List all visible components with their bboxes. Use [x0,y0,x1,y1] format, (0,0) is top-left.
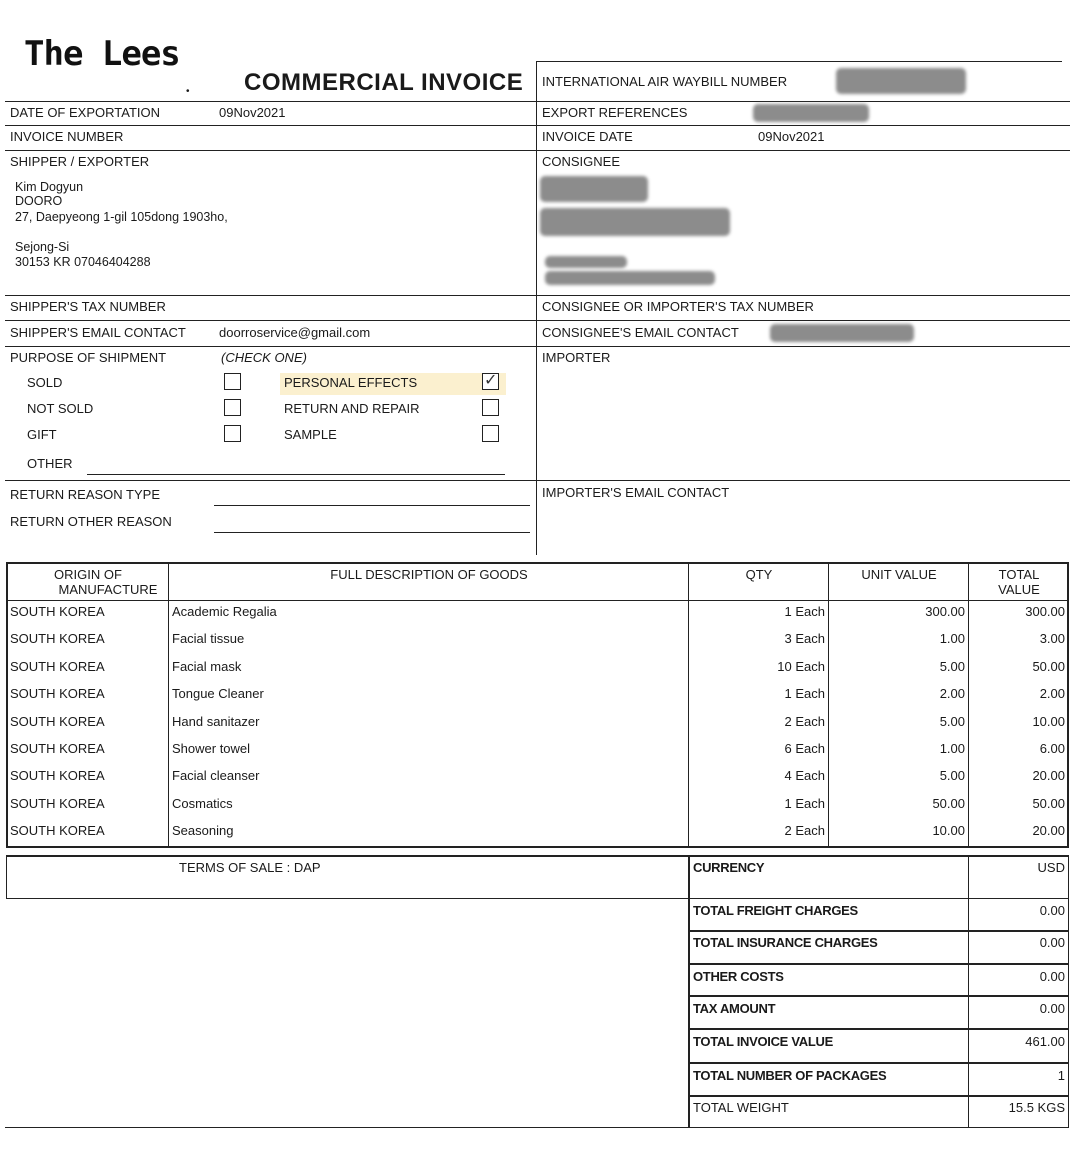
summary-other-label: OTHER COSTS [693,969,784,984]
summary-currency-label: CURRENCY [693,860,765,875]
cell-origin: SOUTH KOREA [10,714,105,729]
shipper-email-value: doorroservice@gmail.com [219,325,371,340]
header-description: FULL DESCRIPTION OF GOODS [330,567,528,582]
summary-rule [689,995,1069,997]
cell-description: Hand sanitazer [172,714,260,729]
header-origin-2: MANUFACTURE [58,582,158,597]
cell-origin: SOUTH KOREA [10,604,105,619]
rule [5,346,1070,347]
header-unit-value: UNIT VALUE [861,567,937,582]
sample-checkbox[interactable] [482,425,499,442]
cell-description: Academic Regalia [172,604,277,619]
summary-rule [689,930,1069,932]
cell-unit-value: 1.00 [939,741,965,756]
option-personal-effects-label: PERSONAL EFFECTS [284,375,418,390]
return-reason-line[interactable] [214,505,530,506]
option-sold-label: SOLD [27,375,63,390]
shipper-label: SHIPPER / EXPORTER [10,154,150,169]
cell-unit-value: 1.00 [939,631,965,646]
summary-invoice-value-value: 461.00 [1025,1034,1065,1049]
summary-tax-value: 0.00 [1039,1001,1065,1016]
rule [5,320,1070,321]
header-qty: QTY [745,567,773,582]
col-divider [968,562,969,848]
cell-unit-value: 50.00 [932,796,965,811]
cell-origin: SOUTH KOREA [10,631,105,646]
consignee-email-label: CONSIGNEE'S EMAIL CONTACT [542,325,739,340]
cell-description: Cosmatics [172,796,233,811]
summary-weight-label: TOTAL WEIGHT [693,1100,789,1115]
invoice-date-label: INVOICE DATE [542,129,633,144]
summary-freight-label: TOTAL FREIGHT CHARGES [693,903,858,918]
importer-label: IMPORTER [542,350,611,365]
summary-tax-label: TAX AMOUNT [693,1001,776,1016]
cell-total-value: 6.00 [1039,741,1065,756]
rule [537,61,1062,62]
shipper-address: 27, Daepyeong 1-gil 105dong 1903ho, [15,210,228,224]
redacted-export-ref [753,104,869,122]
check-one-note: (CHECK ONE) [221,350,307,365]
page-title: COMMERCIAL INVOICE [244,69,524,96]
shipper-email-label: SHIPPER'S EMAIL CONTACT [10,325,186,340]
purpose-label: PURPOSE OF SHIPMENT [10,350,167,365]
cell-qty: 1 Each [784,796,825,811]
importer-email-label: IMPORTER'S EMAIL CONTACT [542,485,730,500]
cell-qty: 2 Each [784,823,825,838]
rule [5,101,1070,102]
option-not-sold-label: NOT SOLD [27,401,94,416]
shipper-company: DOORO [15,194,63,208]
col-divider [688,562,689,848]
cell-description: Facial cleanser [172,768,260,783]
cell-description: Tongue Cleaner [172,686,264,701]
cell-origin: SOUTH KOREA [10,823,105,838]
rule [5,480,1070,481]
option-return-repair-label: RETURN AND REPAIR [284,401,420,416]
rule [5,295,1070,296]
cell-description: Facial tissue [172,631,245,646]
sold-checkbox[interactable] [224,373,241,390]
option-gift-label: GIFT [27,427,57,442]
shipper-city: Sejong-Si [15,240,70,254]
return-other-label: RETURN OTHER REASON [10,514,172,529]
header-total-1: TOTAL [998,567,1040,582]
summary-rule [689,1028,1069,1030]
rule [5,125,1070,126]
summary-left-border [688,855,690,1127]
cell-total-value: 3.00 [1039,631,1065,646]
export-ref-label: EXPORT REFERENCES [542,105,688,120]
cell-description: Facial mask [172,659,242,674]
gift-checkbox[interactable] [224,425,241,442]
cell-unit-value: 5.00 [939,714,965,729]
cell-origin: SOUTH KOREA [10,659,105,674]
cell-qty: 4 Each [784,768,825,783]
summary-value-divider [968,855,969,1127]
cell-total-value: 10.00 [1032,714,1065,729]
cell-unit-value: 10.00 [932,823,965,838]
table-header-rule [6,600,1069,601]
summary-right-border [1068,855,1069,1127]
consignee-label: CONSIGNEE [542,154,621,169]
cell-unit-value: 300.00 [925,604,965,619]
cell-unit-value: 5.00 [939,659,965,674]
summary-top-rule [6,855,1069,857]
invoice-number-label: INVOICE NUMBER [10,129,124,144]
date-export-label: DATE OF EXPORTATION [10,105,160,120]
cell-total-value: 20.00 [1032,768,1065,783]
awb-label: INTERNATIONAL AIR WAYBILL NUMBER [542,74,788,89]
date-export-value: 09Nov2021 [219,105,286,120]
decorative-dot: • [186,86,190,97]
redacted-consignee-city [545,256,627,268]
cell-qty: 1 Each [784,604,825,619]
summary-insurance-value: 0.00 [1039,935,1065,950]
option-sample-label: SAMPLE [284,427,337,442]
cell-total-value: 50.00 [1032,659,1065,674]
shipper-postal-phone: 30153 KR 07046404288 [15,255,151,269]
summary-freight-value: 0.00 [1039,903,1065,918]
cell-description: Seasoning [172,823,234,838]
not-sold-checkbox[interactable] [224,399,241,416]
cell-origin: SOUTH KOREA [10,796,105,811]
return-reason-label: RETURN REASON TYPE [10,487,161,502]
redacted-consignee-name [540,176,648,202]
summary-rule [689,1095,1069,1097]
cell-qty: 6 Each [784,741,825,756]
col-divider [168,562,169,848]
invoice-date-value: 09Nov2021 [758,129,825,144]
summary-insurance-label: TOTAL INSURANCE CHARGES [693,935,878,950]
rule [5,150,1070,151]
redacted-awb-number [836,68,966,94]
cell-qty: 1 Each [784,686,825,701]
summary-weight-value: 15.5 KGS [1008,1100,1065,1115]
consignee-tax-label: CONSIGNEE OR IMPORTER'S TAX NUMBER [542,299,814,314]
redacted-consignee-postal [545,271,715,285]
terms-left-border [6,855,7,898]
cell-total-value: 300.00 [1025,604,1065,619]
summary-packages-value: 1 [1057,1068,1065,1083]
summary-packages-label: TOTAL NUMBER OF PACKAGES [693,1068,887,1083]
header-origin-1: ORIGIN OF [54,567,122,582]
cell-origin: SOUTH KOREA [10,686,105,701]
cell-total-value: 50.00 [1032,796,1065,811]
return-other-line[interactable] [214,532,530,533]
bottom-rule [5,1127,1069,1128]
summary-other-value: 0.00 [1039,969,1065,984]
cell-total-value: 2.00 [1039,686,1065,701]
summary-rule [689,1062,1069,1064]
summary-invoice-value-label: TOTAL INVOICE VALUE [693,1034,833,1049]
redacted-consignee-email [770,324,914,342]
company-logo: The Lees [24,34,180,74]
col-divider [828,562,829,848]
shipper-name: Kim Dogyun [15,180,84,194]
cell-qty: 2 Each [784,714,825,729]
personal-effects-checkbox[interactable] [482,373,499,390]
return-repair-checkbox[interactable] [482,399,499,416]
cell-unit-value: 5.00 [939,768,965,783]
terms-of-sale: TERMS OF SALE : DAP [179,860,321,875]
summary-currency-value: USD [1037,860,1065,875]
redacted-consignee-address [540,208,730,236]
cell-total-value: 20.00 [1032,823,1065,838]
cell-unit-value: 2.00 [939,686,965,701]
cell-description: Shower towel [172,741,251,756]
cell-qty: 3 Each [784,631,825,646]
other-input-line[interactable] [87,474,505,475]
option-other-label: OTHER [27,456,73,471]
summary-rule [689,898,1069,899]
shipper-tax-label: SHIPPER'S TAX NUMBER [10,299,166,314]
header-total-2: VALUE [998,582,1040,597]
cell-origin: SOUTH KOREA [10,741,105,756]
cell-origin: SOUTH KOREA [10,768,105,783]
cell-qty: 10 Each [777,659,825,674]
summary-rule [689,963,1069,965]
